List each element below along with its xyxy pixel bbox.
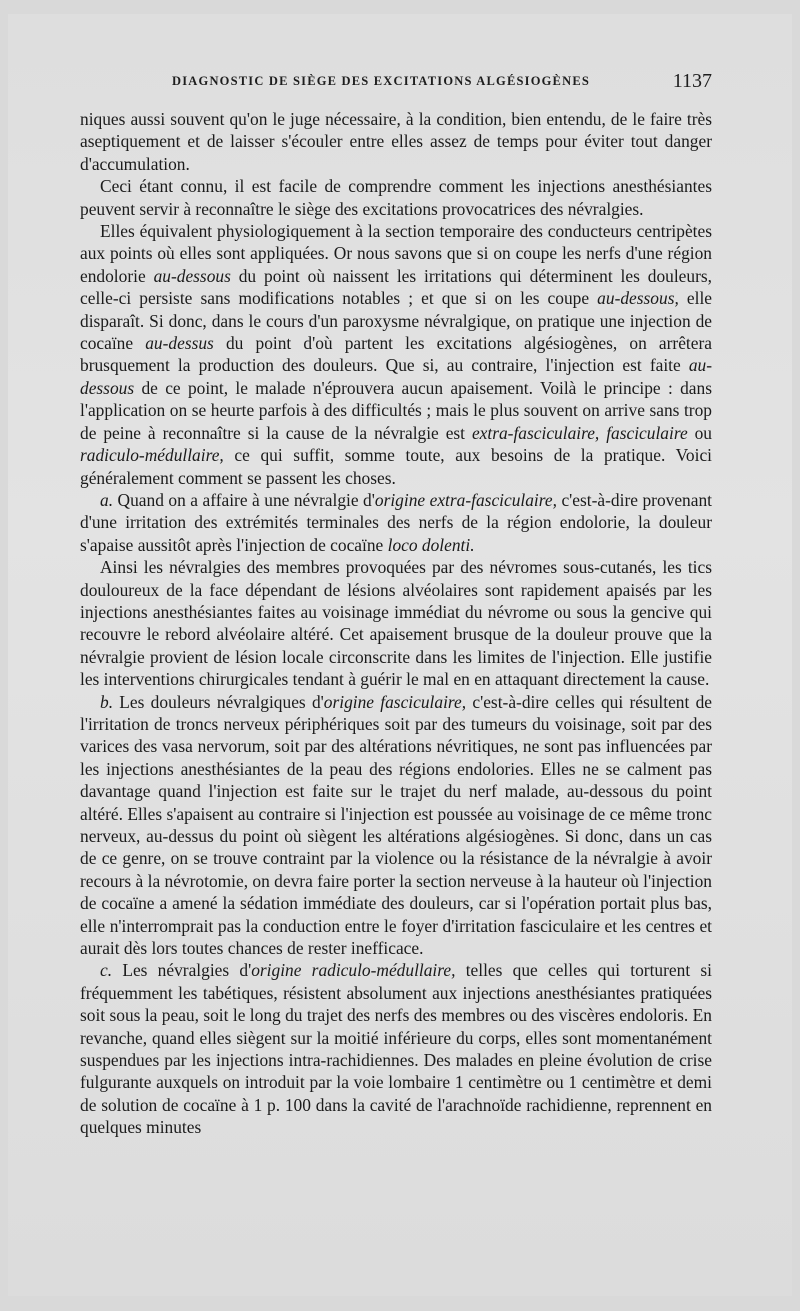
text-run: Ainsi les névralgies des membres provoquées par des névromes sous-cutanés, les tics douloureux de la face dépendant de lésions alvéolaires sont rapidement apaisés par les injections anesthésiantes faites au voisinage immédiat du névrome ou sous la gencive qui recouvre le rebord alvéolaire altéré. Cet apaisement brusque de la douleur prouve que la névralgie provient de lésion locale circonscrite dans les limites de l'injection. Elle justifie les interventions chirurgicales tendant à guérir le mal en en attaquant directement la cause. [80, 557, 712, 690]
text-run: du point où naissent les irritations qui déterminent les douleurs, celle-ci persiste sans modifications notables ; et que si on les coupe [80, 265, 712, 309]
text-run: Les douleurs névralgiques d' [113, 691, 324, 712]
text-run: c'est-à-dire celles qui résultent de l'irritation de troncs nerveux périphériques soit par des tumeurs du voisinage, soit par des varices des vasa nervorum, soit par des altérations névritiques, ne sont pas influencées par les injections anesthésiantes de la peau des régions endolories. Elles ne se calment pas davantage quand l'injection est faite sur le trajet du nerf malade, au-dessous du point altéré. Elles s'apaisent au contraire si l'injection est poussée au voisinage de ce même tronc nerveux, au-dessus du point où siègent les altérations algésiogènes. Si donc, dans un cas de ce genre, on se trouve contraint par la violence ou la résistance de la névralgie à avoir recours à la névrotomie, on devra faire porter la section nerveuse à la hauteur où l'injection de cocaïne a amené la sédation immédiate des douleurs, car si l'opération portait plus bas, elle n'interromprait pas la conduction entre le foyer d'irritation fasciculaire et les centres et aurait dès lors toutes chances de rester inefficace. [80, 691, 713, 959]
body-text [80, 108, 712, 1139]
text-run: Ceci étant connu, il est facile de comprendre comment les injections anesthésiantes peuvent servir à reconnaître le siège des excitations provocatrices des névralgies. [80, 176, 712, 219]
text-run: Quand on a affaire à une névralgie d' [113, 489, 375, 510]
paragraph [80, 108, 712, 175]
italic-run: origine fasciculaire, [323, 691, 467, 712]
paragraph [80, 556, 712, 690]
text-run: de ce point, le malade n'éprouvera aucun apaisement. Voilà le principe : dans l'application on se heurte parfois à des difficultés ; mais le plus souvent on arrive sans trop de peine à reconnaître si la cause de la névralgie est [80, 377, 712, 443]
paragraph [80, 691, 712, 960]
paragraph [80, 220, 712, 489]
italic-run: au-dessus [145, 333, 214, 354]
paragraph [80, 959, 712, 1138]
item-marker: b. [100, 691, 114, 712]
text-run: du point d'où partent les excitations algésiogènes, on arrêtera brusquement la production des douleurs. Que si, au contraire, l'injection est faite [80, 333, 712, 376]
italic-run: au-dessous, [597, 288, 679, 309]
italic-run: origine radiculo-médullaire, [251, 960, 456, 981]
item-marker: a. [100, 489, 114, 510]
text-run: elle disparaît. Si donc, dans le cours d'un paroxysme névralgique, on pratique une injection de cocaïne [80, 288, 712, 354]
text-run: ce qui suffit, somme toute, aux besoins de la pratique. Voici généralement comment se passent les choses. [80, 445, 712, 488]
italic-run: au-dessous [80, 355, 712, 398]
text-run: telles que celles qui torturent si fréquemment les tabétiques, résistent absolument aux injections anesthésiantes pratiquées soit sous la peau, soit le long du trajet des nerfs des membres ou des viscères endoloris. En revanche, quand elles siègent sur la moitié inférieure du corps, elles sont momentanément suspendues par les injections intra-rachidiennes. Des malades en pleine évolution de crise fulgurante auxquels on introduit par la voie lombaire 1 centimètre ou 1 centimètre et demi de solution de cocaïne à 1 p. 100 dans la cavité de l'arachnoïde rachidienne, reprennent en quelques minutes [80, 960, 712, 1138]
item-marker: c. [100, 960, 113, 981]
text-run: c'est-à-dire provenant d'une irritation des extrémités terminales des nerfs de la région endolorie, la douleur s'apaise aussitôt après l'injection de cocaïne [80, 489, 712, 555]
text-run: Les névralgies d' [112, 960, 252, 981]
text-run: niques aussi souvent qu'on le juge nécessaire, à la condition, bien entendu, de le faire très aseptiquement et de laisser s'écouler entre elles assez de temps pour éviter tout danger d'accumulation. [80, 109, 712, 174]
paragraph [80, 489, 712, 556]
italic-run: origine extra-fasciculaire, [374, 489, 557, 510]
text-run: ou [687, 422, 712, 443]
italic-run: loco dolenti. [387, 534, 475, 555]
paragraph [80, 175, 712, 220]
running-title: DIAGNOSTIC DE SIÈGE DES EXCITATIONS ALGÉSIOGÈNES [172, 74, 591, 88]
page-number: 1137 [672, 70, 712, 92]
italic-run: au-dessous [153, 265, 231, 286]
italic-run: radiculo-médullaire, [80, 445, 224, 466]
text-run: Elles équivalent physiologiquement à la section temporaire des conducteurs centripètes aux points où elles sont appliquées. Or nous savons que si on coupe les nerfs d'une région endolorie [80, 221, 712, 286]
running-header [80, 70, 712, 96]
italic-run: extra-fasciculaire, fasciculaire [471, 422, 688, 443]
